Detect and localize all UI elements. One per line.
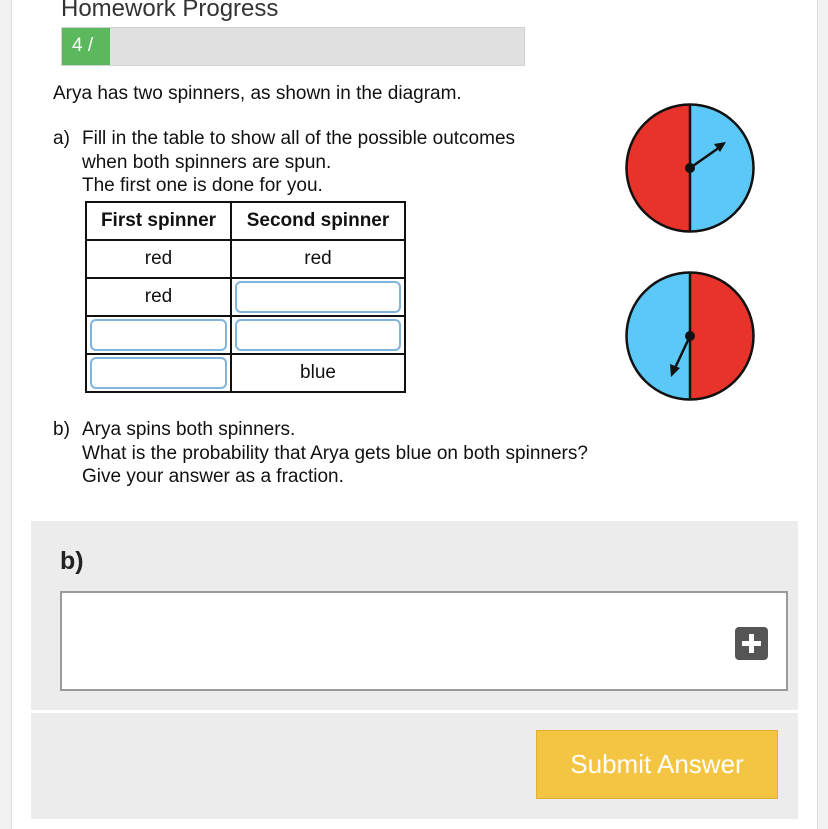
part-a-line: Fill in the table to show all of the possible outcomes	[82, 128, 516, 149]
table-header-row	[86, 202, 405, 240]
first-spinner	[624, 102, 756, 234]
row3-second-spinner-input[interactable]	[235, 319, 401, 351]
table-row	[86, 354, 405, 392]
part-a-marker: a)	[53, 128, 70, 149]
submit-answer-button[interactable]: Submit Answer	[536, 730, 778, 799]
second-spinner-pivot	[685, 331, 695, 341]
answer-input[interactable]	[60, 591, 788, 691]
part-a-line: when both spinners are spun.	[82, 151, 332, 173]
table-cell-input-wrap	[231, 316, 405, 354]
part-b-marker: b)	[53, 419, 70, 440]
progress-text: 4 /	[72, 35, 94, 56]
table-cell: red	[86, 240, 231, 278]
plus-square-icon[interactable]	[735, 627, 768, 660]
table-cell: red	[86, 278, 231, 316]
answer-panel	[31, 521, 798, 710]
table-cell-input-wrap	[86, 354, 231, 392]
part-a-line: The first one is done for you.	[82, 175, 323, 196]
second-spinner	[624, 270, 756, 402]
table-row	[86, 316, 405, 354]
table-cell: red	[231, 240, 405, 278]
table-row	[86, 240, 405, 278]
first-spinner-red-half	[626, 104, 690, 232]
row3-first-spinner-input[interactable]	[90, 319, 227, 351]
second-spinner-blue-half	[626, 272, 690, 400]
answer-label: b)	[60, 547, 84, 575]
part-b-text	[82, 418, 588, 489]
part-b-line: Give your answer as a fraction.	[82, 466, 344, 487]
table-cell-input-wrap	[231, 278, 405, 316]
question-intro: Arya has two spinners, as shown in the diagram.	[53, 83, 462, 104]
first-spinner-pivot	[685, 163, 695, 173]
column-header-second-spinner: Second spinner	[231, 202, 405, 240]
part-b-line: What is the probability that Arya gets blue on both spinners?	[82, 442, 588, 464]
part-a-text	[82, 127, 515, 198]
table-cell: blue	[231, 354, 405, 392]
table-cell-input-wrap	[86, 316, 231, 354]
page-title: Homework Progress	[61, 0, 279, 22]
table-row	[86, 278, 405, 316]
column-header-first-spinner: First spinner	[86, 202, 231, 240]
left-edge	[0, 0, 12, 829]
progress-bar	[61, 27, 525, 66]
footer-panel	[31, 713, 798, 819]
right-edge	[817, 0, 828, 829]
outcomes-table	[85, 201, 406, 393]
second-spinner-red-half	[690, 272, 754, 400]
first-spinner-blue-half	[690, 104, 754, 232]
row4-first-spinner-input[interactable]	[90, 357, 227, 389]
row2-second-spinner-input[interactable]	[235, 281, 401, 313]
part-b-line: Arya spins both spinners.	[82, 419, 296, 440]
